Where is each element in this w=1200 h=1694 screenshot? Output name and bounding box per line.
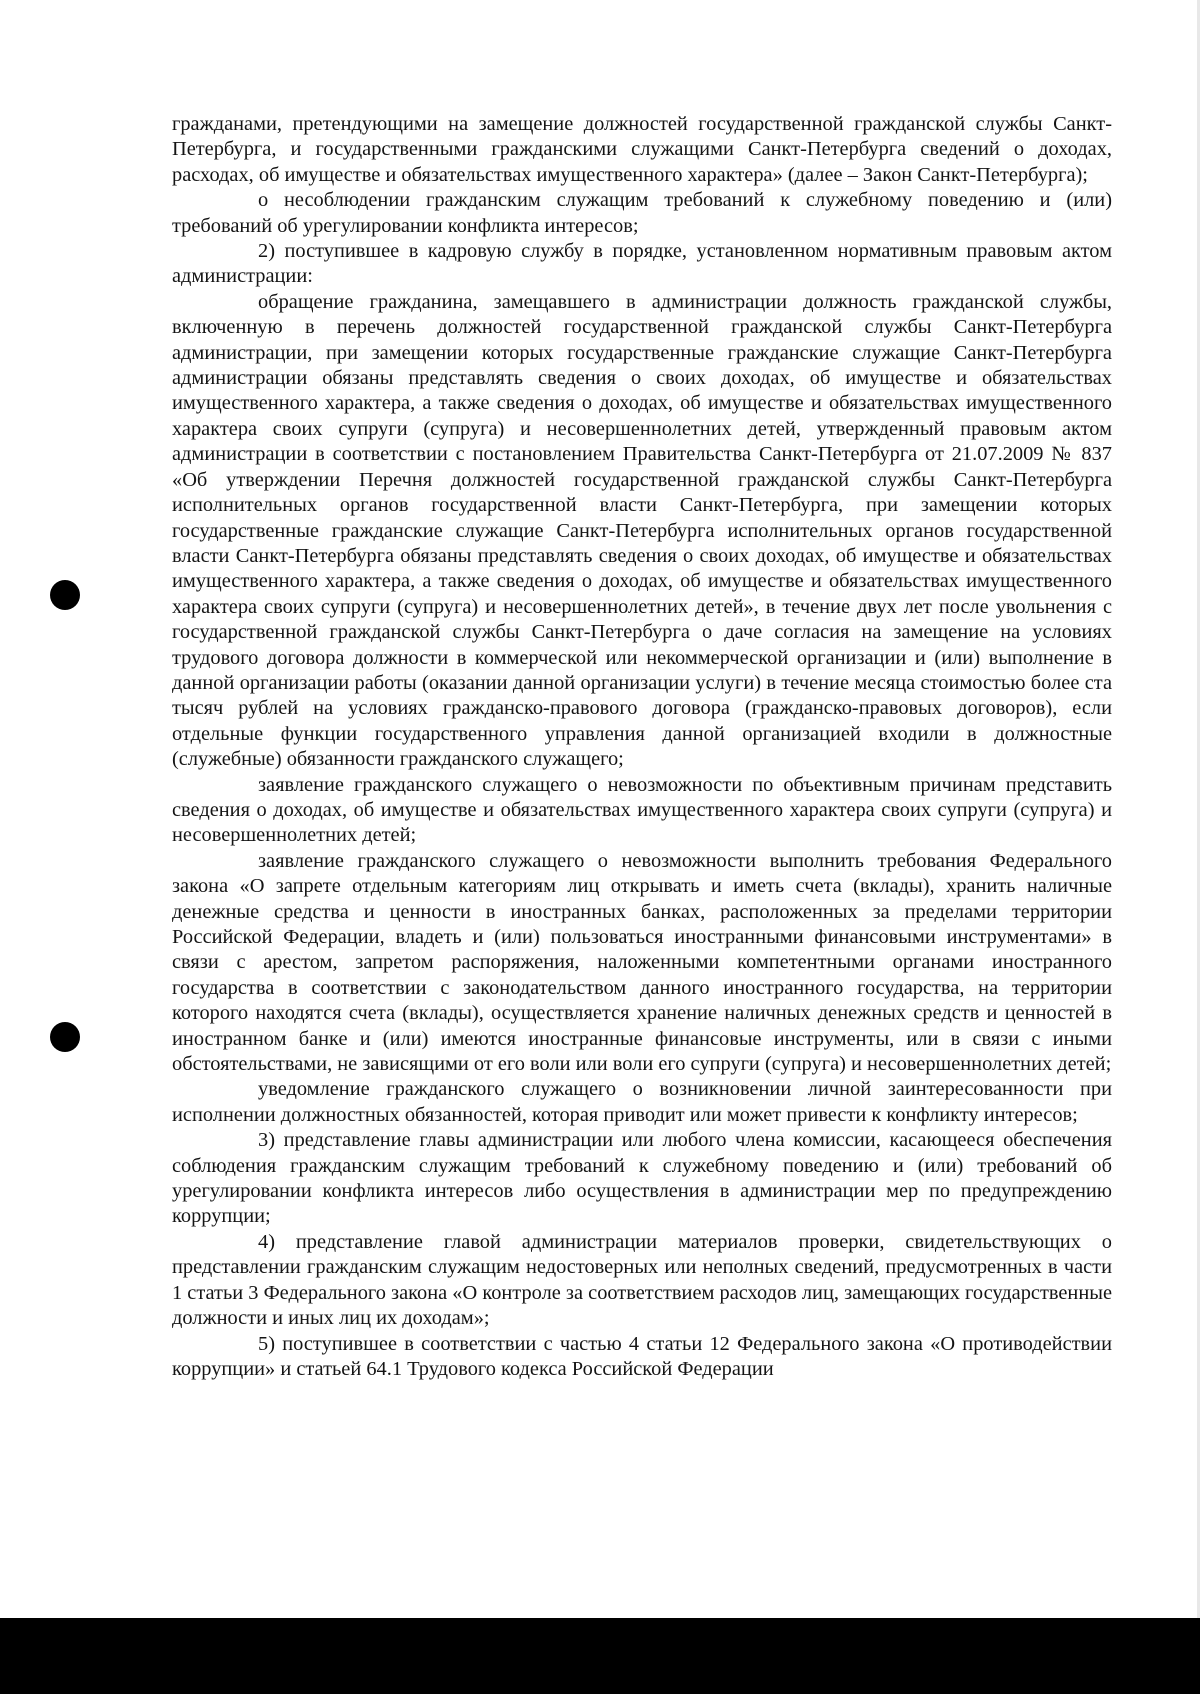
binder-punch-hole: [50, 1022, 80, 1052]
binder-punch-hole: [50, 580, 80, 610]
paragraph-4: обращение гражданина, замещавшего в администрации должность гражданской службы, включенную в перечень должностей государственной гражданской службы Санкт-Петербурга администрации, при замещении которых государственные гражданские служащие Санкт-Петербурга администрации обязаны представлять сведения о своих доходах, об имуществе и обязательствах имущественного характера, а также сведения о доходах, об имуществе и обязательствах имущественного характера своих супруги (супруга) и несовершеннолетних детей, утвержденный правовым актом администрации в соответствии с постановлением Правительства Санкт-Петербурга от 21.07.2009 № 837 «Об утверждении Перечня должностей государственной гражданской службы Санкт-Петербурга исполнительных органов государственной власти Санкт-Петербурга, при замещении которых государственные гражданские служащие Санкт-Петербурга исполнительных органов государственной власти Санкт-Петербурга обязаны представлять сведения о своих доходах, об имуществе и обязательствах имущественного характера, а также сведения о доходах, об имуществе и обязательствах имущественного характера своих супруги (супруга) и несовершеннолетних детей», в течение двух лет после увольнения с государственной гражданской службы Санкт-Петербурга о даче согласия на замещение на условиях трудового договора должности в коммерческой или некоммерческой организации и (или) выполнение в данной организации работы (оказании данной организации услуги) в течение месяца стоимостью более ста тысяч рублей на условиях гражданско-правового договора (гражданско-правовых договоров), если отдельные функции государственного управления данной организацией входили в должностные (служебные) обязанности гражданского служащего;: [172, 290, 1112, 771]
paragraph-6: заявление гражданского служащего о невозможности выполнить требования Федерального закона «О запрете отдельным категориям лиц открывать и иметь счета (вклады), хранить наличные денежные средства и ценности в иностранных банках, расположенных за пределами территории Российской Федерации, владеть и (или) пользоваться иностранными финансовыми инструментами» в связи с арестом, запретом распоряжения, наложенными компетентными органами иностранного государства в соответствии с законодательством данного иностранного государства, на территории которого находятся счета (вклады), осуществляется хранение наличных денежных средств и ценностей в иностранном банке и (или) имеются иностранные финансовые инструменты, или в связи с иными обстоятельствами, не зависящими от его воли или воли его супруги (супруга) и несовершеннолетних детей;: [172, 849, 1112, 1076]
paragraph-7: уведомление гражданского служащего о возникновении личной заинтересованности при исполнении должностных обязанностей, которая приводит или может привести к конфликту интересов;: [172, 1078, 1112, 1126]
paragraph-5: заявление гражданского служащего о невозможности по объективным причинам представить сведения о доходах, об имуществе и обязательствах имущественного характера своих супруги (супруга) и несовершеннолетних детей;: [172, 773, 1112, 847]
document-body: [172, 112, 1112, 1382]
paragraph-3: 2) поступившее в кадровую службу в порядке, установленном нормативным правовым актом администрации:: [172, 240, 1112, 288]
paragraph-8: 3) представление главы администрации или любого члена комиссии, касающееся обеспечения соблюдения гражданским служащим требований к служебному поведению и (или) требований об урегулировании конфликта интересов либо осуществления в администрации мер по предупреждению коррупции;: [172, 1129, 1112, 1228]
paragraph-10: 5) поступившее в соответствии с частью 4 статьи 12 Федерального закона «О противодействии коррупции» и статьей 64.1 Трудового кодекса Российской Федерации: [172, 1332, 1112, 1380]
paragraph-1: гражданами, претендующими на замещение должностей государственной гражданской службы Санкт-Петербурга, и государственными гражданскими служащими Санкт-Петербурга сведений о доходах, расходах, об имуществе и обязательствах имущественного характера» (далее – Закон Санкт-Петербурга);: [172, 113, 1112, 186]
paragraph-2: о несоблюдении гражданским служащим требований к служебному поведению и (или) требований об урегулировании конфликта интересов;: [172, 189, 1112, 237]
paragraph-9: 4) представление главой администрации материалов проверки, свидетельствующих о представлении гражданским служащим недостоверных или неполных сведений, предусмотренных в части 1 статьи 3 Федерального закона «О контроле за соответствием расходов лиц, замещающих государственные должности и иных лиц их доходам»;: [172, 1230, 1112, 1330]
scan-bottom-border: [0, 1618, 1200, 1694]
